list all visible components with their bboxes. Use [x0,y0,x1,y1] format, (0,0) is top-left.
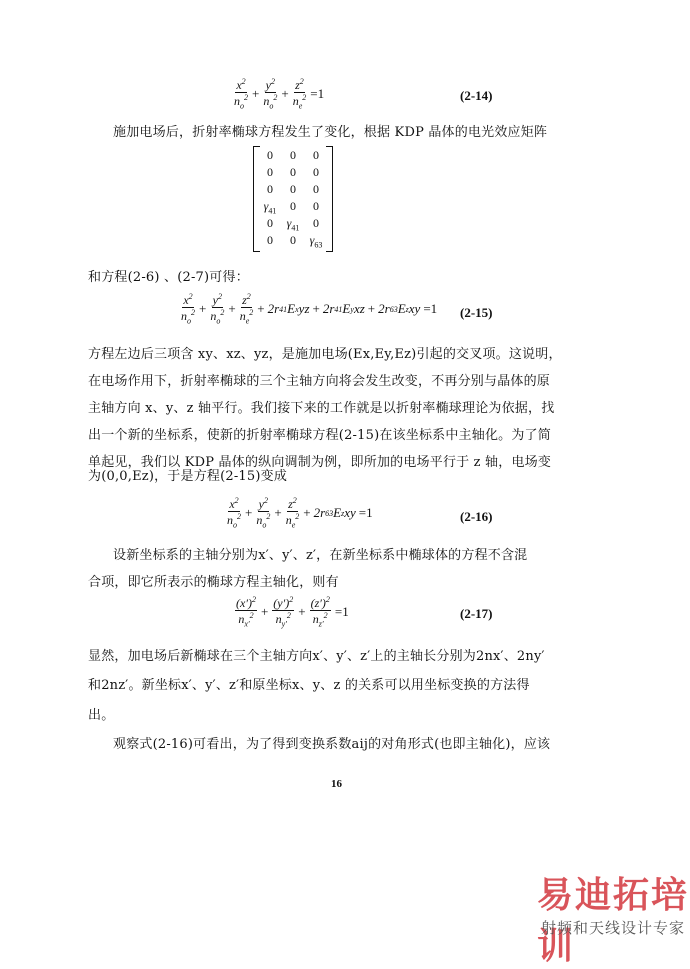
equation-number: (2-16) [460,509,493,524]
matrix-cell: $\gamma_{41}$ [286,216,300,233]
matrix-cell: 0 [313,199,319,213]
equation-number: (2-14) [460,88,493,103]
paragraph: 施加电场后，折射率椭球方程发生了变化，根据 KDP 晶体的电光效应矩阵 [113,125,548,140]
paragraph-line: 出。 [88,708,115,723]
matrix-cell: $\gamma_{41}$ [263,199,277,216]
paragraph-line: 方程左边后三项含 xy、xz、yz，是施加电场(Ex,Ey,Ez)引起的交叉项。这说明， [88,347,562,362]
equation-2-17: $\frac{(x')^2}{n_{x'}^2}$ + $\frac{(y')^2}{n_{y'}^2}$ + $\frac{(z')^2}{n_{z'}^2}$ =1 [236,595,349,629]
equation-number: (2-15) [460,305,493,320]
watermark-logo: 易迪拓培训 [537,875,690,967]
paragraph-line: 主轴方向 x、y、z 轴平行。我们接下来的工作就是以折射率椭球理论为依据，找 [88,401,555,416]
matrix-cell: $\gamma_{63}$ [309,233,323,250]
matrix-cell: 0 [313,148,319,162]
matrix-cell: 0 [267,216,273,230]
paragraph-line: 和2nz′。新坐标x′、y′、z′和原坐标x、y、z 的关系可以用坐标变换的方法得 [88,678,530,693]
matrix-cell: 0 [267,148,273,162]
equation-2-16: $\frac{x^2}{n_o^2}$ + $\frac{y^2}{n_o^2}$ + $\frac{z^2}{n_e^2}$ + 2r 63 E z xy =1 [227,496,373,530]
matrix-cell: 0 [290,233,296,247]
matrix-cell: 0 [267,182,273,196]
matrix-cell: 0 [313,182,319,196]
page-number: 16 [331,778,342,790]
paragraph: 观察式(2-16)可看出，为了得到变换系数aij的对角形式(也即主轴化)，应该 [113,737,551,752]
electro-optic-matrix [253,146,333,252]
paragraph-line: 显然，加电场后新椭球在三个主轴方向x′、y′、z′上的主轴长分别为2nx′、2ny′ [88,649,545,664]
equation-number: (2-17) [460,606,493,621]
paragraph-line: 为(0,0,Ez)，于是方程(2-15)变成 [88,469,288,484]
matrix-cell: 0 [290,199,296,213]
matrix-cell: 0 [267,165,273,179]
paragraph: 和方程(2-6) 、(2-7)可得： [88,270,249,285]
matrix-cell: 0 [267,233,273,247]
paragraph-line: 设新坐标系的主轴分别为x′、y′、z′，在新坐标系中椭球体的方程不含混 [113,548,528,563]
matrix-cell: 0 [290,148,296,162]
matrix-cell: 0 [290,182,296,196]
matrix-cell: 0 [313,216,319,230]
watermark-slogan: 射频和天线设计专家 [541,919,686,937]
right-bracket [326,146,333,252]
equation-2-15: $\frac{x^2}{n_o^2}$ + $\frac{y^2}{n_o^2}$ + $\frac{z^2}{n_e^2}$ + 2r 41 E x yz + 2r 41 E y xz + 2r 63 E z xy =1 [181,292,438,326]
paragraph-line: 单起见，我们以 KDP 晶体的纵向调制为例，即所加的电场平行于 z 轴，电场变 [88,455,552,470]
paragraph-line: 出一个新的坐标系，使新的折射率椭球方程(2-15)在该坐标系中主轴化。为了简 [88,428,551,443]
matrix-cell: 0 [290,165,296,179]
paragraph-line: 合项，即它所表示的椭球方程主轴化，则有 [88,575,339,590]
paragraph-line: 在电场作用下，折射率椭球的三个主轴方向将会发生改变，不再分别与晶体的原 [88,374,551,389]
matrix-cell: 0 [313,165,319,179]
equation-2-14: $\frac{x^2}{n_o^2}$ + $\frac{y^2}{n_o^2}$ + $\frac{z^2}{n_e^2}$ =1 [234,77,325,111]
